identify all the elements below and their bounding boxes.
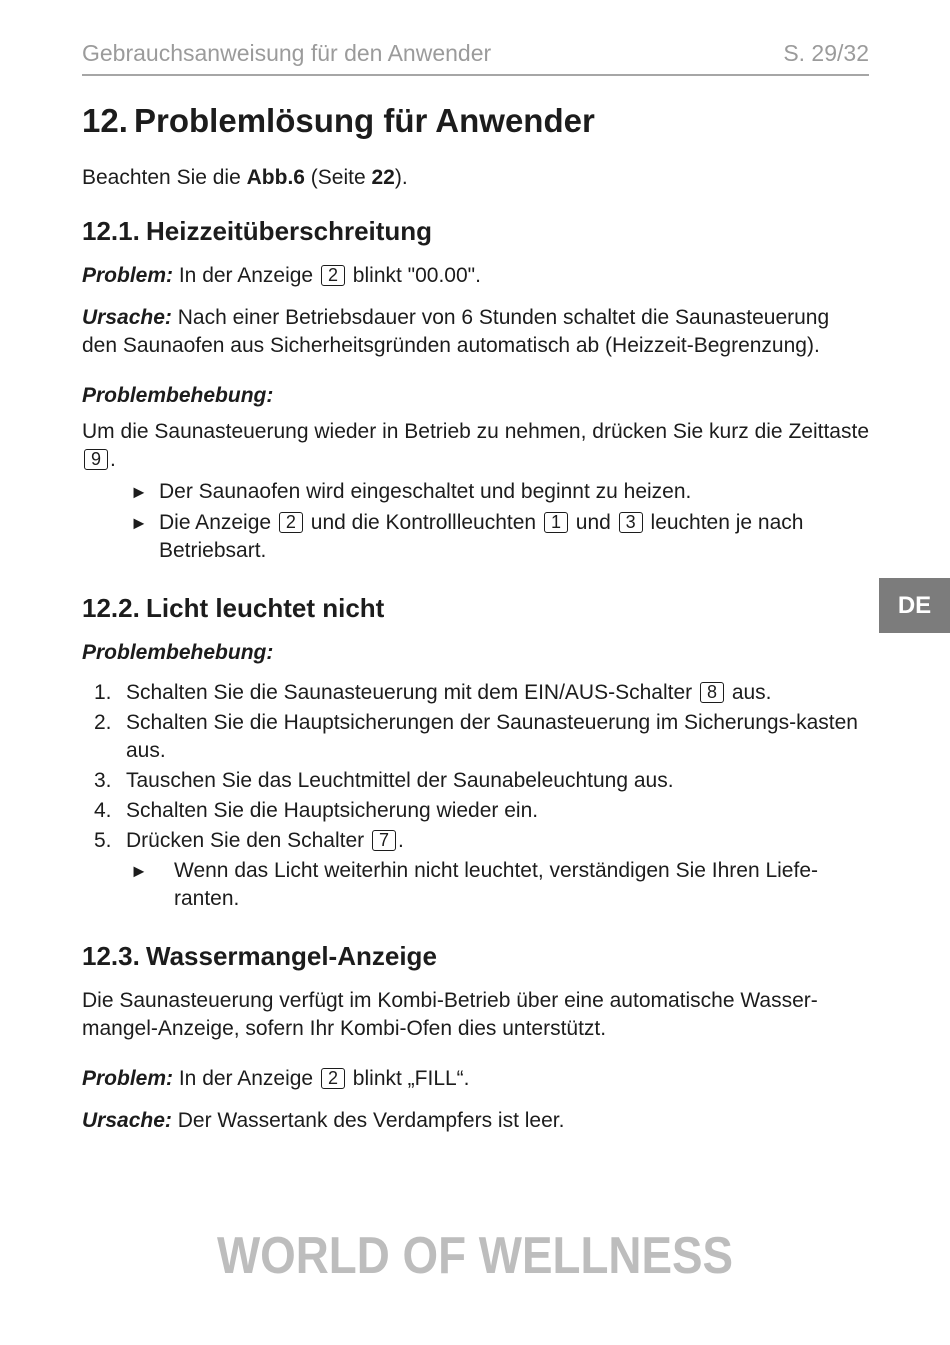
- fix-text: [82, 418, 869, 474]
- reference-box: 2: [321, 1068, 345, 1089]
- page-header: [82, 38, 869, 76]
- cause-label: Ursache:: [82, 306, 172, 329]
- problem-label: Problem:: [82, 264, 174, 287]
- list-item: [82, 767, 869, 795]
- text-part: Nach einer Betriebsdauer von 6 Stunden schaltet die Saunasteuerung den Saunaofen aus Sicherheitsgründen automatisch ab (Heizzeit-Begrenzung).: [82, 306, 830, 357]
- result-list: [126, 857, 869, 913]
- chapter-title: Problemlösung für Anwender: [134, 102, 595, 139]
- step-number: 5.: [94, 829, 112, 852]
- text-part: Drücken Sie den Schalter: [126, 829, 370, 852]
- text-part: blinkt "00.00".: [346, 264, 481, 287]
- section-heading: [82, 939, 869, 973]
- figure-reference: Abb.6: [246, 166, 305, 189]
- list-item: [130, 478, 869, 506]
- step-number: 2.: [94, 711, 112, 734]
- document-title: Gebrauchsanweisung für den Anwender: [82, 40, 492, 66]
- list-item: [82, 679, 869, 707]
- intro-part: Beachten Sie die: [82, 166, 247, 189]
- section-number: 12.1.: [82, 216, 140, 246]
- text-part: Schalten Sie die Saunasteuerung mit dem EIN/AUS-Schalter: [126, 681, 698, 704]
- text-part: Die Anzeige: [159, 511, 277, 534]
- text-part: Schalten Sie die Hauptsicherung wieder ein.: [126, 799, 539, 822]
- language-tab: DE: [879, 578, 950, 633]
- arrow-bullet-icon: ►: [130, 861, 148, 881]
- fix-label: Problembehebung:: [82, 384, 274, 407]
- text-part: blinkt „FILL“.: [346, 1067, 470, 1090]
- cause-label: Ursache:: [82, 1109, 172, 1132]
- text-part: .: [110, 448, 116, 471]
- page-reference: 22: [371, 166, 395, 189]
- problem-text: [82, 1065, 869, 1093]
- section-number: 12.3.: [82, 941, 140, 971]
- list-item: [82, 709, 869, 765]
- problem-label: Problem:: [82, 1067, 174, 1090]
- cause-text: [82, 304, 869, 360]
- intro-text: [82, 164, 869, 192]
- text-part: Tauschen Sie das Leuchtmittel der Saunabeleuchtung aus.: [126, 769, 674, 792]
- section-title: Wassermangel-Anzeige: [146, 941, 437, 971]
- list-item: [82, 827, 869, 913]
- arrow-bullet-icon: ►: [130, 482, 148, 502]
- step-number: 3.: [94, 769, 112, 792]
- text-part: Der Wassertank des Verdampfers ist leer.: [171, 1109, 565, 1132]
- list-item: [130, 509, 869, 565]
- reference-box: 1: [544, 512, 568, 533]
- section-number: 12.2.: [82, 593, 140, 623]
- reference-box: 2: [279, 512, 303, 533]
- steps-list: [82, 679, 869, 913]
- page-content: [82, 100, 869, 1149]
- chapter-heading: [82, 100, 869, 142]
- section-title: Licht leuchtet nicht: [146, 593, 385, 623]
- chapter-number: 12.: [82, 102, 128, 139]
- list-item: [82, 797, 869, 825]
- text-part: und: [569, 511, 617, 534]
- section-licht: [82, 591, 869, 913]
- text-part: leuchten je nach Betriebsart.: [159, 511, 804, 562]
- problem-text: [82, 262, 869, 290]
- text-part: aus.: [725, 681, 772, 704]
- text-part: Wenn das Licht weiterhin nicht leuchtet, verständigen Sie Ihren Liefe-ranten.: [174, 859, 818, 910]
- text-part: Schalten Sie die Hauptsicherungen der Saunasteuerung im Sicherungs-kasten aus.: [126, 711, 858, 762]
- result-list: [82, 478, 869, 565]
- fix-label: Problembehebung:: [82, 641, 274, 664]
- list-item: [130, 857, 869, 913]
- reference-box: 8: [700, 682, 724, 703]
- text-part: Der Saunaofen wird eingeschaltet und beginnt zu heizen.: [159, 480, 692, 503]
- intro-part: (Seite: [304, 166, 372, 189]
- text-part: .: [397, 829, 404, 852]
- arrow-bullet-icon: ►: [130, 513, 148, 533]
- section-description: Die Saunasteuerung verfügt im Kombi-Betrieb über eine automatische Wasser-mangel-Anzeige, sofern Ihr Kombi-Ofen dies unterstützt.: [82, 989, 818, 1040]
- section-wassermangel: [82, 939, 869, 1135]
- section-heading: [82, 591, 869, 625]
- reference-box: 9: [84, 449, 108, 470]
- intro-part: ).: [394, 166, 408, 189]
- text-part: In der Anzeige: [173, 264, 319, 287]
- page-number: S. 29/32: [783, 40, 869, 66]
- text-part: und die Kontrollleuchten: [304, 511, 542, 534]
- brand-logo-text: WORLD OF WELLNESS: [216, 1227, 734, 1285]
- section-heizzeit: [82, 214, 869, 565]
- step-number: 1.: [94, 681, 112, 704]
- reference-box: 2: [321, 265, 345, 286]
- section-title: Heizzeitüberschreitung: [146, 216, 433, 246]
- text-part: Um die Saunasteuerung wieder in Betrieb zu nehmen, drücken Sie kurz die Zeittaste: [82, 420, 869, 443]
- reference-box: 7: [372, 830, 396, 851]
- step-number: 4.: [94, 799, 112, 822]
- reference-box: 3: [619, 512, 643, 533]
- cause-text: [82, 1107, 869, 1135]
- section-heading: [82, 214, 869, 248]
- text-part: In der Anzeige: [173, 1067, 319, 1090]
